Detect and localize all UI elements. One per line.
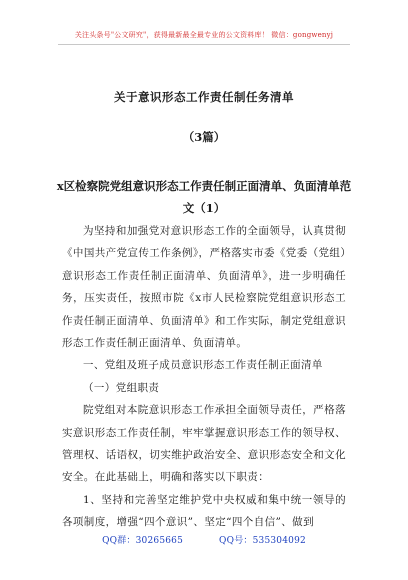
footer-qq-group: QQ群：30265665 <box>102 536 184 546</box>
footer-qq: QQ号：535304092 <box>219 536 306 546</box>
header-divider <box>58 44 350 45</box>
paragraph-duties: 院党组对本院意识形态工作承担全面领导责任，严格落实意识形态工作责任制，牢牢掌握意识形态工作的领导权、管理权、话语权，切实维护政治安全、意识形态安全和文化安全。在此基础上，明确和落实以下职责： <box>62 404 346 484</box>
document-title: 关于意识形态工作责任制任务清单 <box>114 90 294 104</box>
paragraph-intro: 为坚持和加强党对意识形态工作的全面领导，认真贯彻《中国共产党宣传工作条例》，严格落实市委《党委（党组）意识形态工作责任制正面清单、负面清单》，进一步明确任务，压实责任，按照市院《x市人民检察院党组意识形态工作责任制正面清单、负面清单》和工作实际，制定党组意识形态工作责任制正面清单、负面清单。 <box>62 225 346 350</box>
article-title: x区检察院党组意识形态工作责任制正面清单、负面清单范文（1） <box>56 179 352 215</box>
paragraph-item-1: 1、坚持和完善坚定维护党中央权威和集中统一领导的各项制度，增强“四个意识”、坚定“四个自信”、做到 <box>62 493 346 529</box>
footer-contact <box>0 533 408 546</box>
article-body <box>62 220 346 534</box>
document-count: （3篇） <box>182 130 226 144</box>
section-heading: 一、党组及班子成员意识形态工作责任制正面清单 <box>83 359 323 372</box>
subsection-heading: （一）党组职责 <box>83 381 160 394</box>
header-promo: 关注头条号"公文研究"，获得最新最全最专业的公文资料库！ 微信：gongwenyj <box>74 31 334 39</box>
